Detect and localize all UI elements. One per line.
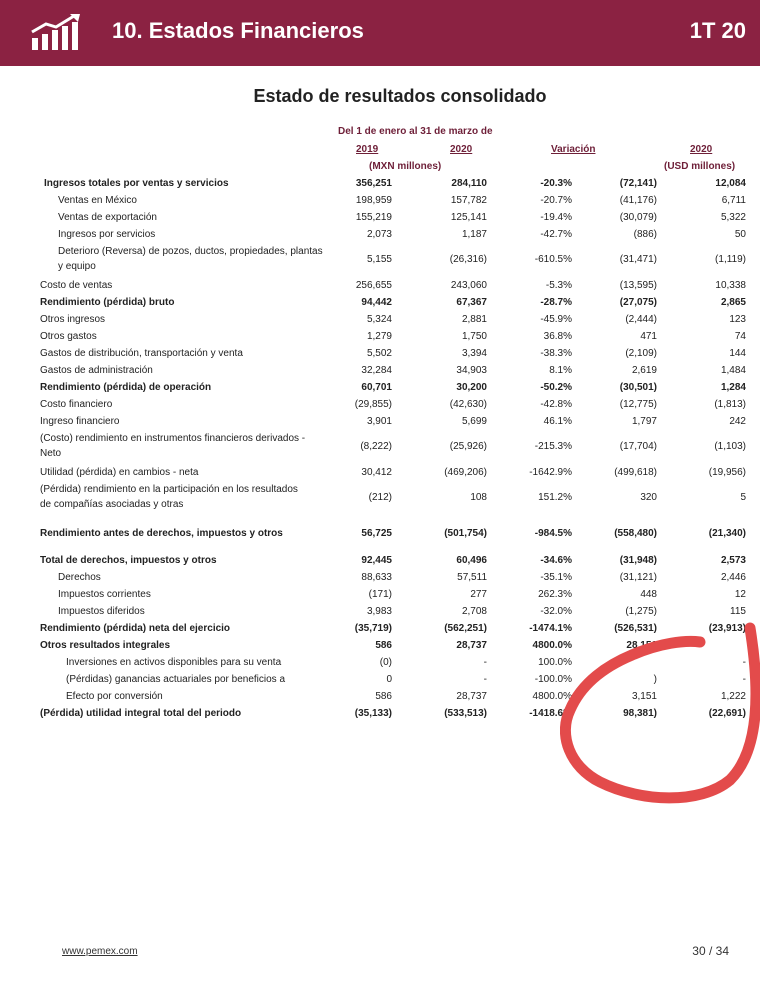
variation-abs: 28,151	[626, 640, 657, 651]
value-2020: 2,881	[461, 314, 487, 325]
variation-abs: (30,501)	[619, 382, 657, 393]
row-label: Rendimiento (pérdida) de operación	[40, 382, 212, 393]
value-2019: 356,251	[355, 178, 392, 189]
table-row	[0, 227, 760, 244]
table-row	[0, 431, 760, 465]
value-usd: 6,711	[721, 195, 746, 206]
value-2019: 586	[375, 691, 392, 702]
value-2019: 60,701	[361, 382, 392, 393]
variation-pct: -42.8%	[540, 399, 572, 410]
row-label: Ingreso financiero	[40, 416, 120, 427]
variation-pct: -215.3%	[534, 441, 572, 452]
value-usd: 115	[730, 606, 746, 617]
value-usd: 5,322	[720, 212, 746, 223]
value-2019: 32,284	[361, 365, 392, 376]
value-2020: 157,782	[450, 195, 487, 206]
variation-abs: (499,618)	[614, 467, 657, 478]
value-2019: 5,324	[366, 314, 392, 325]
variation-pct: 36.8%	[543, 331, 572, 342]
value-2020: 2,708	[461, 606, 487, 617]
variation-abs: 98,381)	[623, 708, 657, 719]
value-2020: 108	[470, 492, 487, 503]
table-row	[0, 706, 760, 723]
value-usd: (1,813)	[714, 399, 746, 410]
value-usd: 2,573	[720, 555, 746, 566]
variation-abs: (13,595)	[619, 280, 657, 291]
variation-pct: -32.0%	[540, 606, 572, 617]
value-2020: 28,737	[456, 691, 487, 702]
table-row	[0, 414, 760, 431]
variation-abs: (2,444)	[625, 314, 657, 325]
col-2020-header: 2020	[450, 144, 473, 155]
value-usd: 5	[740, 492, 746, 503]
variation-pct: -610.5%	[534, 254, 572, 265]
chart-bars-logo-icon	[30, 14, 82, 52]
value-usd: (1,119)	[715, 254, 746, 265]
value-2020: -	[483, 657, 487, 668]
value-2020: 1,187	[461, 229, 487, 240]
variation-abs: (31,121)	[619, 572, 657, 583]
value-2019: (29,855)	[354, 399, 392, 410]
value-2020: (42,630)	[449, 399, 487, 410]
value-2019: (0)	[379, 657, 392, 668]
value-2019: 3,983	[366, 606, 392, 617]
row-label: Total de derechos, impuestos y otros	[40, 555, 217, 566]
variation-abs: (2,109)	[625, 348, 657, 359]
row-label: Rendimiento (pérdida) neta del ejercicio	[40, 623, 231, 634]
variation-pct: 262.3%	[538, 589, 572, 600]
value-usd: 2,446	[720, 572, 746, 583]
variation-pct: -45.9%	[540, 314, 572, 325]
value-2020: -	[483, 674, 487, 685]
value-2019: (8,222)	[360, 441, 392, 452]
value-2019: 1,279	[366, 331, 392, 342]
row-label: Ingresos por servicios	[58, 229, 156, 240]
value-2019: (35,719)	[354, 623, 392, 634]
row-label: Ingresos totales por ventas y servicios	[44, 178, 229, 189]
value-2020: (501,754)	[444, 528, 487, 539]
row-label: Utilidad (pérdida) en cambios - neta	[40, 467, 199, 478]
value-2019: 198,959	[355, 195, 392, 206]
value-2019: 155,219	[355, 212, 392, 223]
table-row	[0, 689, 760, 706]
row-label: Inversiones en activos disponibles para su venta	[66, 657, 282, 668]
variation-pct: -984.5%	[534, 528, 572, 539]
value-usd: 12	[734, 589, 746, 600]
table-row	[0, 482, 760, 516]
col-usd-header: 2020	[690, 144, 713, 155]
row-label: (Pérdida) utilidad integral total del periodo	[40, 708, 242, 719]
variation-pct: -5.3%	[545, 280, 572, 291]
value-2019: 586	[375, 640, 392, 651]
income-statement-table	[0, 176, 760, 723]
value-2020: 125,141	[450, 212, 487, 223]
variation-pct: -1474.1%	[529, 623, 572, 634]
variation-abs: 448	[640, 589, 657, 600]
table-row	[0, 176, 760, 193]
section-title: 10. Estados Financieros	[112, 18, 364, 43]
value-usd: 1,222	[720, 691, 746, 702]
mxn-unit-label: (MXN millones)	[369, 161, 442, 172]
table-row	[0, 329, 760, 346]
value-2019: (171)	[368, 589, 392, 600]
row-label: Otros gastos	[40, 331, 97, 342]
value-usd: 144	[729, 348, 746, 359]
variation-pct: -50.2%	[540, 382, 572, 393]
variation-pct: 46.1%	[543, 416, 572, 427]
value-2020: 28,737	[456, 640, 487, 651]
variation-abs: (30,079)	[619, 212, 657, 223]
value-2019: (212)	[368, 492, 392, 503]
variation-abs: )	[653, 674, 657, 685]
page-title: Estado de resultados consolidado	[253, 86, 547, 106]
variation-pct: 4800.0%	[532, 691, 572, 702]
variation-abs: (27,075)	[619, 297, 657, 308]
variation-pct: -19.4%	[540, 212, 572, 223]
period-label: 1T 20	[689, 18, 746, 43]
row-label: Efecto por conversión	[66, 691, 163, 702]
variation-pct: 8.1%	[549, 365, 572, 376]
row-label: Rendimiento antes de derechos, impuestos y otros	[40, 528, 283, 539]
variation-abs: (558,480)	[614, 528, 657, 539]
value-2019: 2,073	[366, 229, 392, 240]
value-2020: (469,206)	[444, 467, 487, 478]
variation-abs: (886)	[633, 229, 657, 240]
value-usd: (21,340)	[708, 528, 746, 539]
value-2019: 0	[386, 674, 392, 685]
document-header	[0, 0, 760, 66]
value-usd: -	[742, 674, 746, 685]
table-row	[0, 672, 760, 689]
value-2020: (533,513)	[444, 708, 487, 719]
table-row	[0, 346, 760, 363]
usd-unit-label: (USD millones)	[664, 161, 736, 172]
row-label: Otros ingresos	[40, 314, 106, 325]
row-label: Gastos de administración	[40, 365, 153, 376]
value-usd: 2,865	[720, 297, 746, 308]
value-2019: 5,502	[366, 348, 392, 359]
row-label: Otros resultados integrales	[40, 640, 171, 651]
value-usd: 12,084	[715, 178, 746, 189]
variation-abs: 2,619	[631, 365, 657, 376]
page-number: 30 / 34	[692, 944, 729, 958]
variation-abs: (72,141)	[619, 178, 657, 189]
row-label: Costo de ventas	[40, 280, 113, 291]
row-label: Deterioro (Reversa) de pozos, ductos, propiedades, plantas y equipo	[58, 246, 323, 272]
value-2019: 30,412	[361, 467, 392, 478]
variation-abs: (31,471)	[619, 254, 657, 265]
table-row	[0, 193, 760, 210]
variation-pct: -1418.6%	[529, 708, 572, 719]
variation-pct: -38.3%	[540, 348, 572, 359]
value-2019: 56,725	[361, 528, 392, 539]
variation-abs: (12,775)	[619, 399, 657, 410]
table-row	[0, 526, 760, 543]
value-2019: 256,655	[355, 280, 392, 291]
value-2020: 5,699	[461, 416, 487, 427]
value-2020: 57,511	[457, 572, 487, 583]
value-2020: 284,110	[451, 178, 487, 189]
row-label: (Costo) rendimiento en instrumentos financieros derivados - Neto	[40, 433, 306, 459]
table-row	[0, 380, 760, 397]
variation-pct: -20.3%	[540, 178, 572, 189]
value-usd: (23,913)	[708, 623, 746, 634]
value-2020: (25,926)	[449, 441, 487, 452]
variation-pct: -1642.9%	[529, 467, 572, 478]
value-2020: 30,200	[456, 382, 487, 393]
value-usd: 1,484	[720, 365, 746, 376]
variation-pct: -35.1%	[540, 572, 572, 583]
website-link[interactable]: www.pemex.com	[62, 946, 138, 957]
variation-abs: (1,275)	[625, 606, 657, 617]
value-usd: 123	[729, 314, 746, 325]
variation-pct: -42.7%	[540, 229, 572, 240]
table-row	[0, 621, 760, 638]
table-row	[0, 210, 760, 227]
value-2020: 67,367	[456, 297, 487, 308]
variation-pct: -100.0%	[534, 674, 572, 685]
value-2020: (26,316)	[449, 254, 487, 265]
value-usd: 242	[729, 416, 746, 427]
value-2019: 92,445	[361, 555, 392, 566]
value-usd: (19,956)	[708, 467, 746, 478]
table-row	[0, 295, 760, 312]
row-label: Impuestos corrientes	[58, 589, 151, 600]
table-row	[0, 638, 760, 655]
variation-pct: 151.2%	[538, 492, 572, 503]
col-2019-header: 2019	[356, 144, 379, 155]
value-2019: 88,633	[361, 572, 392, 583]
row-label: (Pérdidas) ganancias actuariales por beneficios a	[66, 674, 286, 685]
row-label: Costo financiero	[40, 399, 113, 410]
table-row	[0, 553, 760, 570]
table-row	[0, 465, 760, 482]
variation-abs: 1,797	[631, 416, 657, 427]
table-row	[0, 587, 760, 604]
value-2020: 34,903	[456, 365, 487, 376]
variation-pct: 4800.0%	[532, 640, 572, 651]
variation-abs: 471	[640, 331, 657, 342]
table-row	[0, 312, 760, 329]
value-usd: 74	[734, 331, 746, 342]
row-label: Ventas en México	[58, 195, 137, 206]
value-2020: 60,496	[456, 555, 487, 566]
table-row	[0, 278, 760, 295]
variation-pct: -34.6%	[540, 555, 572, 566]
row-label: Rendimiento (pérdida) bruto	[40, 297, 175, 308]
table-row	[0, 655, 760, 672]
value-usd: (1,103)	[714, 441, 746, 452]
row-label: Impuestos diferidos	[58, 606, 145, 617]
variation-abs: (17,704)	[619, 441, 657, 452]
value-2020: (562,251)	[444, 623, 487, 634]
variation-abs: (41,176)	[619, 195, 657, 206]
value-2019: 5,155	[366, 254, 392, 265]
value-usd: 1,284	[720, 382, 746, 393]
value-2019: 3,901	[366, 416, 392, 427]
value-2020: 243,060	[450, 280, 487, 291]
row-label: Gastos de distribución, transportación y venta	[40, 348, 243, 359]
row-label: Derechos	[58, 572, 101, 583]
value-usd: 10,338	[715, 280, 746, 291]
variation-abs: 3,151	[631, 691, 657, 702]
value-2020: 277	[470, 589, 487, 600]
table-row	[0, 397, 760, 414]
variation-pct: -20.7%	[540, 195, 572, 206]
variation-abs: (526,531)	[614, 623, 657, 634]
table-row	[0, 363, 760, 380]
row-label: (Pérdida) rendimiento en la participación en los resultados de compañías asociadas y otras	[40, 484, 298, 510]
value-2019: (35,133)	[354, 708, 392, 719]
table-row	[0, 604, 760, 621]
value-2020: 1,750	[461, 331, 487, 342]
variation-pct: 100.0%	[538, 657, 572, 668]
date-range-header: Del 1 de enero al 31 de marzo de	[338, 126, 493, 137]
value-usd: (22,691)	[708, 708, 746, 719]
table-row	[0, 570, 760, 587]
row-label: Ventas de exportación	[58, 212, 157, 223]
value-usd: 50	[734, 229, 746, 240]
variation-abs: 320	[640, 492, 657, 503]
value-usd: -	[742, 657, 746, 668]
value-2019: 94,442	[361, 297, 392, 308]
table-row	[0, 244, 760, 278]
variation-pct: -28.7%	[540, 297, 572, 308]
value-2020: 3,394	[461, 348, 487, 359]
variation-abs: (31,948)	[619, 555, 657, 566]
col-variation-header: Variación	[551, 144, 596, 155]
